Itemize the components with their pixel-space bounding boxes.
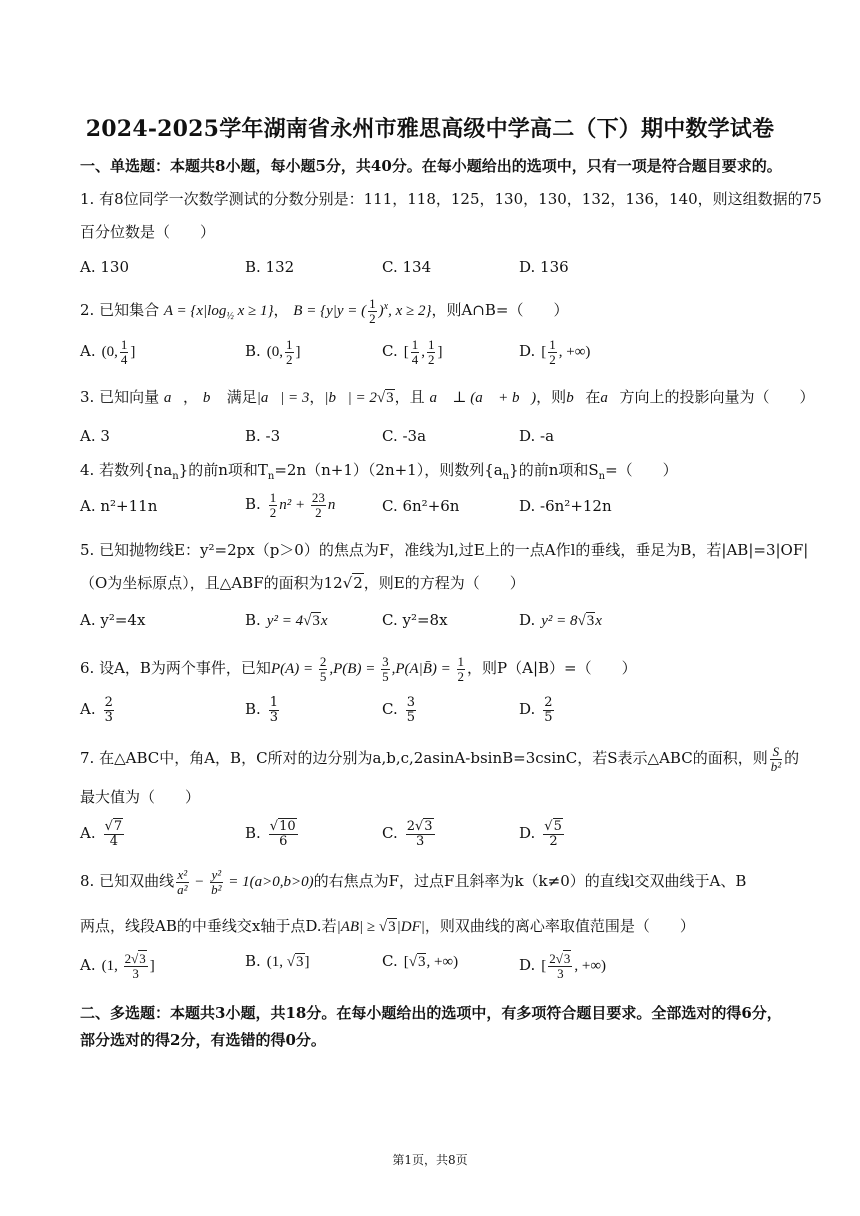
question-1-options <box>80 258 788 288</box>
q6-option-d: D. $\frac{2}{5}$ <box>519 695 553 725</box>
question-7-options <box>80 820 788 860</box>
question-5-options <box>80 611 788 641</box>
q7-option-d: D. $\frac{√5}{2}$ <box>519 819 562 849</box>
set-b-expr: B = {y|y = ( $\frac{1}{2}$ )$^x$, x ≥ 2} <box>293 296 432 327</box>
q8-option-b: B. (1, √3] <box>245 952 310 970</box>
q7-option-b: B. $\frac{√10}{6}$ <box>245 819 296 849</box>
question-3-options <box>80 427 788 457</box>
q4-option-d: D. -6n²+12n <box>519 497 612 515</box>
q5-option-c: C. y²=8x <box>382 611 448 629</box>
question-2: 2. 已知集合 $A = \{x|\log_{\frac{1}{2}}$ x ≥ 1}， B = {y|y = ( $\frac{1}{2}$ )$^x$, x ≥ 2}，则A∩B=（ ） <box>80 296 569 327</box>
q8-option-a: A. (1, $\frac{2√3}{3}$ ] <box>80 951 155 981</box>
q7-option-c: C. $\frac{2√3}{3}$ <box>382 819 433 849</box>
q1-option-d: D. 136 <box>519 258 569 276</box>
page-title: 2024-2025学年湖南省永州市雅思高级中学高二（下）期中数学试卷 <box>85 116 775 142</box>
q3-option-a: A. 3 <box>80 427 110 445</box>
question-5-line2: （O为坐标原点），且△ABF的面积为12√2，则E的方程为（ ） <box>80 574 525 592</box>
question-3: 3. 已知向量 a⃗， b⃗ 满足|a⃗| = 3，|b⃗| = 2√3，且 a⃗ ⊥ (a⃗ + b⃗)，则b⃗在a⃗方向上的投影向量为（ ） <box>80 388 815 406</box>
q6-option-a: A. $\frac{2}{3}$ <box>80 695 113 725</box>
q6-option-c: C. $\frac{3}{5}$ <box>382 695 415 725</box>
question-7-line2: 最大值为（ ） <box>80 788 201 806</box>
q6-option-b: B. $\frac{1}{3}$ <box>245 695 279 725</box>
question-4: 4. 若数列$\{na_n\}$的前n项和$T_n=2n(n+1)(2n+1)$，则数列$\{a_n\}$的前n项和$S_n=$（ ） <box>80 461 678 482</box>
question-8-line1: 8. 已知双曲线 $\frac{\text{x²}}{\text{a²}}$ − $\frac{\text{y²}}{\text{b²}}$ = 1(a>0,b>0)的右焦点为F，过点F且斜率为k（k≠0）的直线l交双曲线于A、B <box>80 867 747 898</box>
question-1-line1: 1. 有8位同学一次数学测试的分数分别是：111，118，125，130，130，132，136，140，则这组数据的75 <box>80 190 822 208</box>
question-8-line2: 两点，线段AB的中垂线交x轴于点D.若|AB| ≥ √3|DF|，则双曲线的离心率取值范围是（ ） <box>80 917 695 935</box>
q8-option-c: C. [√3, +∞) <box>382 952 459 970</box>
q5-option-a: A. y²=4x <box>80 611 146 629</box>
q2-option-d: D. [ $\frac{1}{2}$ , +∞) <box>519 337 591 367</box>
section-multi-choice-header: 二、多选题：本题共3小题，共18分。在每小题给出的选项中，有多项符合题目要求。全部选对的得6分，部分选对的得2分，有选错的得0分。 <box>80 1004 782 1049</box>
question-2-options <box>80 338 788 368</box>
q2-option-b: B. (0, $\frac{1}{2}$ ] <box>245 337 301 367</box>
q5-option-d: D. y² = 8√3x <box>519 611 602 629</box>
question-7-line1: 7. 在△ABC中，角A，B，C所对的边分别为a,b,c,2asinA-bsinB=3csinC，若S表示△ABC的面积，则 $\frac{S}{\text{b²}}$ 的 <box>80 743 800 774</box>
question-8-options <box>80 952 788 992</box>
page-footer: 第1页，共8页 <box>392 1153 468 1167</box>
q3-option-b: B. -3 <box>245 427 281 445</box>
question-4-options <box>80 490 788 527</box>
q4-option-c: C. 6n²+6n <box>382 497 460 515</box>
q4-option-b: B. $\frac{1}{2}$ n² + $\frac{23}{2}$ n <box>245 490 336 520</box>
question-1-line2: 百分位数是（ ） <box>80 223 216 241</box>
q1-option-a: A. 130 <box>80 258 129 276</box>
section-single-choice-header: 一、单选题：本题共8小题，每小题5分，共40分。在每小题给出的选项中，只有一项是符合题目要求的。 <box>80 157 782 175</box>
q3-option-d: D. -a <box>519 427 555 445</box>
q3-option-c: C. -3a <box>382 427 427 445</box>
set-a-expr: $A = \{x|\log_{\frac{1}{2}}$ x ≥ 1} <box>163 303 274 322</box>
q2-option-a: A. (0, $\frac{1}{4}$ ] <box>80 337 136 367</box>
q2-option-c: C. [ $\frac{1}{4}$ , $\frac{1}{2}$ ] <box>382 337 443 367</box>
question-6-options <box>80 696 788 732</box>
q5-option-b: B. y² = 4√3x <box>245 611 328 629</box>
q7-option-a: A. $\frac{√7}{4}$ <box>80 819 123 849</box>
question-6: 6. 设A，B为两个事件，已知P(A) = $\frac{2}{5}$ ,P(B) = $\frac{3}{5}$ ,P(A|B̄) = $\frac{1}{2}$ ，则P（A|B）=（ ） <box>80 654 637 685</box>
question-5-line1: 5. 已知抛物线E：y²=2px（p＞0）的焦点为F，准线为l,过E上的一点A作l的垂线，垂足为B，若|AB|=3|OF| <box>80 541 809 559</box>
q1-option-b: B. 132 <box>245 258 295 276</box>
q4-option-a: A. n²+11n <box>80 497 158 515</box>
q1-option-c: C. 134 <box>382 258 432 276</box>
q8-option-d: D. [ $\frac{2√3}{3}$ , +∞) <box>519 951 607 981</box>
